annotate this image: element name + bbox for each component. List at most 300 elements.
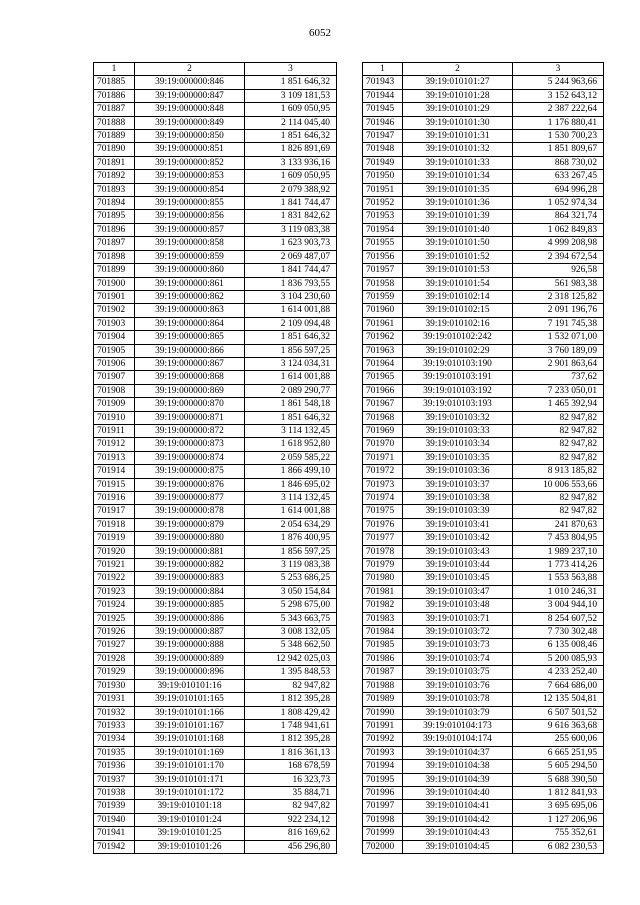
row-number: 701896 (94, 223, 135, 236)
row-number: 701937 (94, 773, 135, 786)
value: 868 730,02 (513, 156, 604, 169)
row-number: 701994 (363, 760, 403, 773)
row-number: 701903 (94, 317, 135, 330)
table-row (94, 773, 337, 786)
value: 82 947,82 (513, 411, 604, 424)
table-row (94, 599, 337, 612)
cadastral-number: 39:19:010102:29 (403, 344, 513, 357)
table-row (363, 572, 604, 585)
table-row (363, 237, 604, 250)
cadastral-number: 39:19:000000:868 (135, 371, 245, 384)
table-row (363, 465, 604, 478)
table-row (94, 411, 337, 424)
value: 1 861 548,18 (245, 398, 337, 411)
row-number: 701921 (94, 559, 135, 572)
table-row (363, 505, 604, 518)
value: 1 851 646,32 (245, 76, 337, 89)
cadastral-number: 39:19:010101:169 (135, 746, 245, 759)
cadastral-number: 39:19:000000:864 (135, 317, 245, 330)
table-body-right (363, 76, 604, 854)
value: 1 618 952,80 (245, 438, 337, 451)
value: 2 901 863,64 (513, 357, 604, 370)
cadastral-number: 39:19:000000:865 (135, 331, 245, 344)
row-number: 701933 (94, 719, 135, 732)
cadastral-number: 39:19:010101:28 (403, 89, 513, 102)
value: 1 465 392,94 (513, 398, 604, 411)
cadastral-number: 39:19:000000:876 (135, 478, 245, 491)
value: 1 841 744,47 (245, 264, 337, 277)
value: 755 352,61 (513, 827, 604, 840)
cadastral-number: 39:19:010101:40 (403, 223, 513, 236)
table-row (94, 76, 337, 89)
cadastral-number: 39:19:000000:875 (135, 465, 245, 478)
cadastral-number: 39:19:010101:54 (403, 277, 513, 290)
row-number: 701929 (94, 666, 135, 679)
cadastral-number: 39:19:010103:38 (403, 492, 513, 505)
row-number: 701990 (363, 706, 403, 719)
row-number: 701987 (363, 666, 403, 679)
table-row (363, 424, 604, 437)
cadastral-number: 39:19:000000:851 (135, 143, 245, 156)
cadastral-number: 39:19:010104:39 (403, 773, 513, 786)
value: 922 234,12 (245, 813, 337, 826)
value: 6 082 230,53 (513, 840, 604, 853)
cadastral-number: 39:19:010104:41 (403, 800, 513, 813)
cadastral-number: 39:19:010103:191 (403, 371, 513, 384)
row-number: 701966 (363, 384, 403, 397)
value: 2 054 634,29 (245, 518, 337, 531)
table-row (94, 116, 337, 129)
value: 8 254 607,52 (513, 612, 604, 625)
row-number: 701989 (363, 693, 403, 706)
table-row (94, 156, 337, 169)
row-number: 701894 (94, 197, 135, 210)
table-row (94, 518, 337, 531)
row-number: 701954 (363, 223, 403, 236)
value: 241 870,63 (513, 518, 604, 531)
cadastral-number: 39:19:010101:50 (403, 237, 513, 250)
row-number: 701970 (363, 438, 403, 451)
value: 4 233 252,40 (513, 666, 604, 679)
value: 1 836 793,55 (245, 277, 337, 290)
row-number: 701975 (363, 505, 403, 518)
value: 12 135 504,81 (513, 693, 604, 706)
row-number: 701920 (94, 545, 135, 558)
table-row (363, 143, 604, 156)
cadastral-number: 39:19:010104:174 (403, 733, 513, 746)
cadastral-number: 39:19:010102:16 (403, 317, 513, 330)
row-number: 701960 (363, 304, 403, 317)
row-number: 701935 (94, 746, 135, 759)
value: 3 104 230,60 (245, 290, 337, 303)
table-row (94, 143, 337, 156)
table-row (363, 773, 604, 786)
value: 7 191 745,38 (513, 317, 604, 330)
table-row (363, 639, 604, 652)
row-number: 701916 (94, 492, 135, 505)
row-number: 701895 (94, 210, 135, 223)
cadastral-number: 39:19:010101:24 (135, 813, 245, 826)
row-number: 701971 (363, 451, 403, 464)
value: 9 616 363,68 (513, 719, 604, 732)
cadastral-number: 39:19:000000:881 (135, 545, 245, 558)
table-row (94, 331, 337, 344)
table-row (94, 639, 337, 652)
table-row (363, 384, 604, 397)
value: 456 296,80 (245, 840, 337, 853)
table-row (363, 304, 604, 317)
row-number: 701893 (94, 183, 135, 196)
value: 1 052 974,34 (513, 197, 604, 210)
table-header-row (94, 63, 337, 76)
cadastral-number: 39:19:000000:872 (135, 424, 245, 437)
table-row (94, 626, 337, 639)
cadastral-number: 39:19:010102:14 (403, 290, 513, 303)
row-number: 701906 (94, 357, 135, 370)
table-row (363, 130, 604, 143)
header-col-3: 3 (513, 63, 604, 76)
cadastral-number: 39:19:010103:79 (403, 706, 513, 719)
register-table-right (362, 62, 604, 854)
table-row (94, 371, 337, 384)
value: 6 665 251,95 (513, 746, 604, 759)
table-row (94, 183, 337, 196)
value: 5 343 663,75 (245, 612, 337, 625)
row-number: 701973 (363, 478, 403, 491)
value: 2 394 672,54 (513, 250, 604, 263)
register-table-left (93, 62, 337, 854)
cadastral-number: 39:19:010104:37 (403, 746, 513, 759)
value: 2 109 094,48 (245, 317, 337, 330)
value: 3 152 643,12 (513, 89, 604, 102)
cadastral-number: 39:19:000000:863 (135, 304, 245, 317)
cadastral-number: 39:19:010103:43 (403, 545, 513, 558)
table-row (94, 800, 337, 813)
cadastral-number: 39:19:000000:862 (135, 290, 245, 303)
value: 2 069 487,07 (245, 250, 337, 263)
table-row (94, 264, 337, 277)
table-row (363, 585, 604, 598)
value: 5 688 390,50 (513, 773, 604, 786)
cadastral-number: 39:19:010103:75 (403, 666, 513, 679)
row-number: 701919 (94, 532, 135, 545)
cadastral-number: 39:19:010101:53 (403, 264, 513, 277)
table-row (94, 290, 337, 303)
cadastral-number: 39:19:010102:15 (403, 304, 513, 317)
cadastral-number: 39:19:010103:193 (403, 398, 513, 411)
value: 1 826 891,69 (245, 143, 337, 156)
value: 10 006 553,66 (513, 478, 604, 491)
table-row (363, 223, 604, 236)
value: 926,58 (513, 264, 604, 277)
cadastral-number: 39:19:000000:877 (135, 492, 245, 505)
row-number: 702000 (363, 840, 403, 853)
table-row (363, 800, 604, 813)
table-row (94, 693, 337, 706)
table-row (94, 398, 337, 411)
table-row (363, 733, 604, 746)
cadastral-number: 39:19:010101:25 (135, 827, 245, 840)
cadastral-number: 39:19:010101:170 (135, 760, 245, 773)
cadastral-number: 39:19:010101:35 (403, 183, 513, 196)
cadastral-number: 39:19:000000:878 (135, 505, 245, 518)
table-row (363, 666, 604, 679)
row-number: 701924 (94, 599, 135, 612)
cadastral-number: 39:19:000000:885 (135, 599, 245, 612)
table-row (363, 290, 604, 303)
row-number: 701892 (94, 170, 135, 183)
cadastral-number: 39:19:010103:32 (403, 411, 513, 424)
header-col-3: 3 (245, 63, 337, 76)
table-row (363, 679, 604, 692)
cadastral-number: 39:19:010103:34 (403, 438, 513, 451)
cadastral-number: 39:19:010101:33 (403, 156, 513, 169)
cadastral-number: 39:19:010104:40 (403, 786, 513, 799)
row-number: 701902 (94, 304, 135, 317)
row-number: 701922 (94, 572, 135, 585)
value: 864 321,74 (513, 210, 604, 223)
row-number: 701964 (363, 357, 403, 370)
table-row (94, 706, 337, 719)
row-number: 701949 (363, 156, 403, 169)
value: 1 866 499,10 (245, 465, 337, 478)
cadastral-number: 39:19:010101:166 (135, 706, 245, 719)
table-row (94, 237, 337, 250)
row-number: 701931 (94, 693, 135, 706)
value: 3 109 181,53 (245, 89, 337, 102)
row-number: 701976 (363, 518, 403, 531)
cadastral-number: 39:19:000000:873 (135, 438, 245, 451)
cadastral-number: 39:19:010103:74 (403, 652, 513, 665)
cadastral-number: 39:19:000000:850 (135, 130, 245, 143)
cadastral-number: 39:19:000000:848 (135, 103, 245, 116)
row-number: 701911 (94, 424, 135, 437)
value: 1 623 903,73 (245, 237, 337, 250)
table-row (363, 827, 604, 840)
table-body-left (94, 76, 337, 854)
value: 2 079 388,92 (245, 183, 337, 196)
table-row (94, 572, 337, 585)
table-row (94, 451, 337, 464)
table-row (363, 706, 604, 719)
table-row (94, 357, 337, 370)
table-row (94, 277, 337, 290)
row-number: 701986 (363, 652, 403, 665)
row-number: 701965 (363, 371, 403, 384)
row-number: 701944 (363, 89, 403, 102)
table-row (94, 317, 337, 330)
value: 3 124 034,31 (245, 357, 337, 370)
cadastral-number: 39:19:010104:43 (403, 827, 513, 840)
value: 5 253 686,25 (245, 572, 337, 585)
row-number: 701897 (94, 237, 135, 250)
table-row (94, 424, 337, 437)
cadastral-number: 39:19:010101:168 (135, 733, 245, 746)
cadastral-number: 39:19:000000:858 (135, 237, 245, 250)
cadastral-number: 39:19:000000:847 (135, 89, 245, 102)
cadastral-number: 39:19:000000:886 (135, 612, 245, 625)
cadastral-number: 39:19:010101:172 (135, 786, 245, 799)
cadastral-number: 39:19:000000:866 (135, 344, 245, 357)
row-number: 701888 (94, 116, 135, 129)
value: 1 816 361,13 (245, 746, 337, 759)
table-row (363, 786, 604, 799)
table-row (94, 465, 337, 478)
cadastral-number: 39:19:010101:26 (135, 840, 245, 853)
header-col-2: 2 (403, 63, 513, 76)
cadastral-number: 39:19:010101:32 (403, 143, 513, 156)
row-number: 701910 (94, 411, 135, 424)
value: 3 133 936,16 (245, 156, 337, 169)
table-row (363, 116, 604, 129)
row-number: 701936 (94, 760, 135, 773)
row-number: 701915 (94, 478, 135, 491)
value: 82 947,82 (513, 492, 604, 505)
row-number: 701996 (363, 786, 403, 799)
row-number: 701957 (363, 264, 403, 277)
row-number: 701928 (94, 652, 135, 665)
table-row (363, 357, 604, 370)
value: 7 453 804,95 (513, 532, 604, 545)
cadastral-number: 39:19:010101:16 (135, 679, 245, 692)
value: 1 808 429,42 (245, 706, 337, 719)
value: 82 947,82 (513, 424, 604, 437)
table-row (363, 411, 604, 424)
row-number: 701918 (94, 518, 135, 531)
row-number: 701904 (94, 331, 135, 344)
cadastral-number: 39:19:010101:31 (403, 130, 513, 143)
cadastral-number: 39:19:010103:37 (403, 478, 513, 491)
table-row (94, 478, 337, 491)
table-row (94, 666, 337, 679)
value: 2 059 585,22 (245, 451, 337, 464)
table-row (363, 478, 604, 491)
row-number: 701980 (363, 572, 403, 585)
value: 6 507 501,52 (513, 706, 604, 719)
row-number: 701969 (363, 424, 403, 437)
table-row (94, 170, 337, 183)
table-row (363, 317, 604, 330)
value: 6 135 008,46 (513, 639, 604, 652)
row-number: 701988 (363, 679, 403, 692)
value: 5 200 085,93 (513, 652, 604, 665)
row-number: 701961 (363, 317, 403, 330)
cadastral-number: 39:19:000000:889 (135, 652, 245, 665)
row-number: 701943 (363, 76, 403, 89)
cadastral-number: 39:19:010101:18 (135, 800, 245, 813)
cadastral-number: 39:19:010103:48 (403, 599, 513, 612)
table-row (363, 612, 604, 625)
table-row (94, 733, 337, 746)
table-row (363, 277, 604, 290)
table-row (363, 438, 604, 451)
table-row (363, 398, 604, 411)
cadastral-number: 39:19:010103:76 (403, 679, 513, 692)
header-col-2: 2 (135, 63, 245, 76)
value: 3 008 132,05 (245, 626, 337, 639)
value: 3 760 189,09 (513, 344, 604, 357)
cadastral-number: 39:19:010101:171 (135, 773, 245, 786)
value: 1 176 880,41 (513, 116, 604, 129)
row-number: 701886 (94, 89, 135, 102)
cadastral-number: 39:19:000000:859 (135, 250, 245, 263)
value: 1 812 395,28 (245, 733, 337, 746)
row-number: 701942 (94, 840, 135, 853)
cadastral-number: 39:19:010101:52 (403, 250, 513, 263)
value: 1 127 206,96 (513, 813, 604, 826)
value: 1 609 050,95 (245, 103, 337, 116)
row-number: 701952 (363, 197, 403, 210)
row-number: 701925 (94, 612, 135, 625)
value: 3 695 695,06 (513, 800, 604, 813)
value: 7 664 686,00 (513, 679, 604, 692)
value: 82 947,82 (513, 451, 604, 464)
cadastral-number: 39:19:010103:42 (403, 532, 513, 545)
value: 561 983,38 (513, 277, 604, 290)
row-number: 701959 (363, 290, 403, 303)
table-row (363, 197, 604, 210)
table-row (363, 813, 604, 826)
row-number: 701967 (363, 398, 403, 411)
value: 35 884,71 (245, 786, 337, 799)
cadastral-number: 39:19:010104:173 (403, 719, 513, 732)
row-number: 701963 (363, 344, 403, 357)
table-row (363, 559, 604, 572)
value: 1 010 246,31 (513, 585, 604, 598)
value: 168 678,59 (245, 760, 337, 773)
value: 82 947,82 (245, 800, 337, 813)
cadastral-number: 39:19:010103:71 (403, 612, 513, 625)
table-row (94, 505, 337, 518)
row-number: 701932 (94, 706, 135, 719)
table-row (94, 827, 337, 840)
table-row (363, 492, 604, 505)
cadastral-number: 39:19:010101:27 (403, 76, 513, 89)
table-row (363, 693, 604, 706)
row-number: 701941 (94, 827, 135, 840)
table-row (363, 840, 604, 853)
row-number: 701909 (94, 398, 135, 411)
table-row (94, 223, 337, 236)
cadastral-number: 39:19:000000:854 (135, 183, 245, 196)
row-number: 701991 (363, 719, 403, 732)
value: 82 947,82 (513, 438, 604, 451)
row-number: 701953 (363, 210, 403, 223)
cadastral-number: 39:19:010103:33 (403, 424, 513, 437)
row-number: 701901 (94, 290, 135, 303)
value: 16 323,73 (245, 773, 337, 786)
table-row (363, 250, 604, 263)
row-number: 701995 (363, 773, 403, 786)
row-number: 701940 (94, 813, 135, 826)
table-row (94, 612, 337, 625)
cadastral-number: 39:19:000000:887 (135, 626, 245, 639)
header-col-1: 1 (363, 63, 403, 76)
row-number: 701907 (94, 371, 135, 384)
value: 737,62 (513, 371, 604, 384)
table-header-row (363, 63, 604, 76)
table-row (94, 719, 337, 732)
table-row (363, 626, 604, 639)
value: 5 244 963,66 (513, 76, 604, 89)
row-number: 701938 (94, 786, 135, 799)
value: 2 091 196,76 (513, 304, 604, 317)
table-row (363, 331, 604, 344)
row-number: 701950 (363, 170, 403, 183)
cadastral-number: 39:19:000000:874 (135, 451, 245, 464)
row-number: 701887 (94, 103, 135, 116)
row-number: 701977 (363, 532, 403, 545)
